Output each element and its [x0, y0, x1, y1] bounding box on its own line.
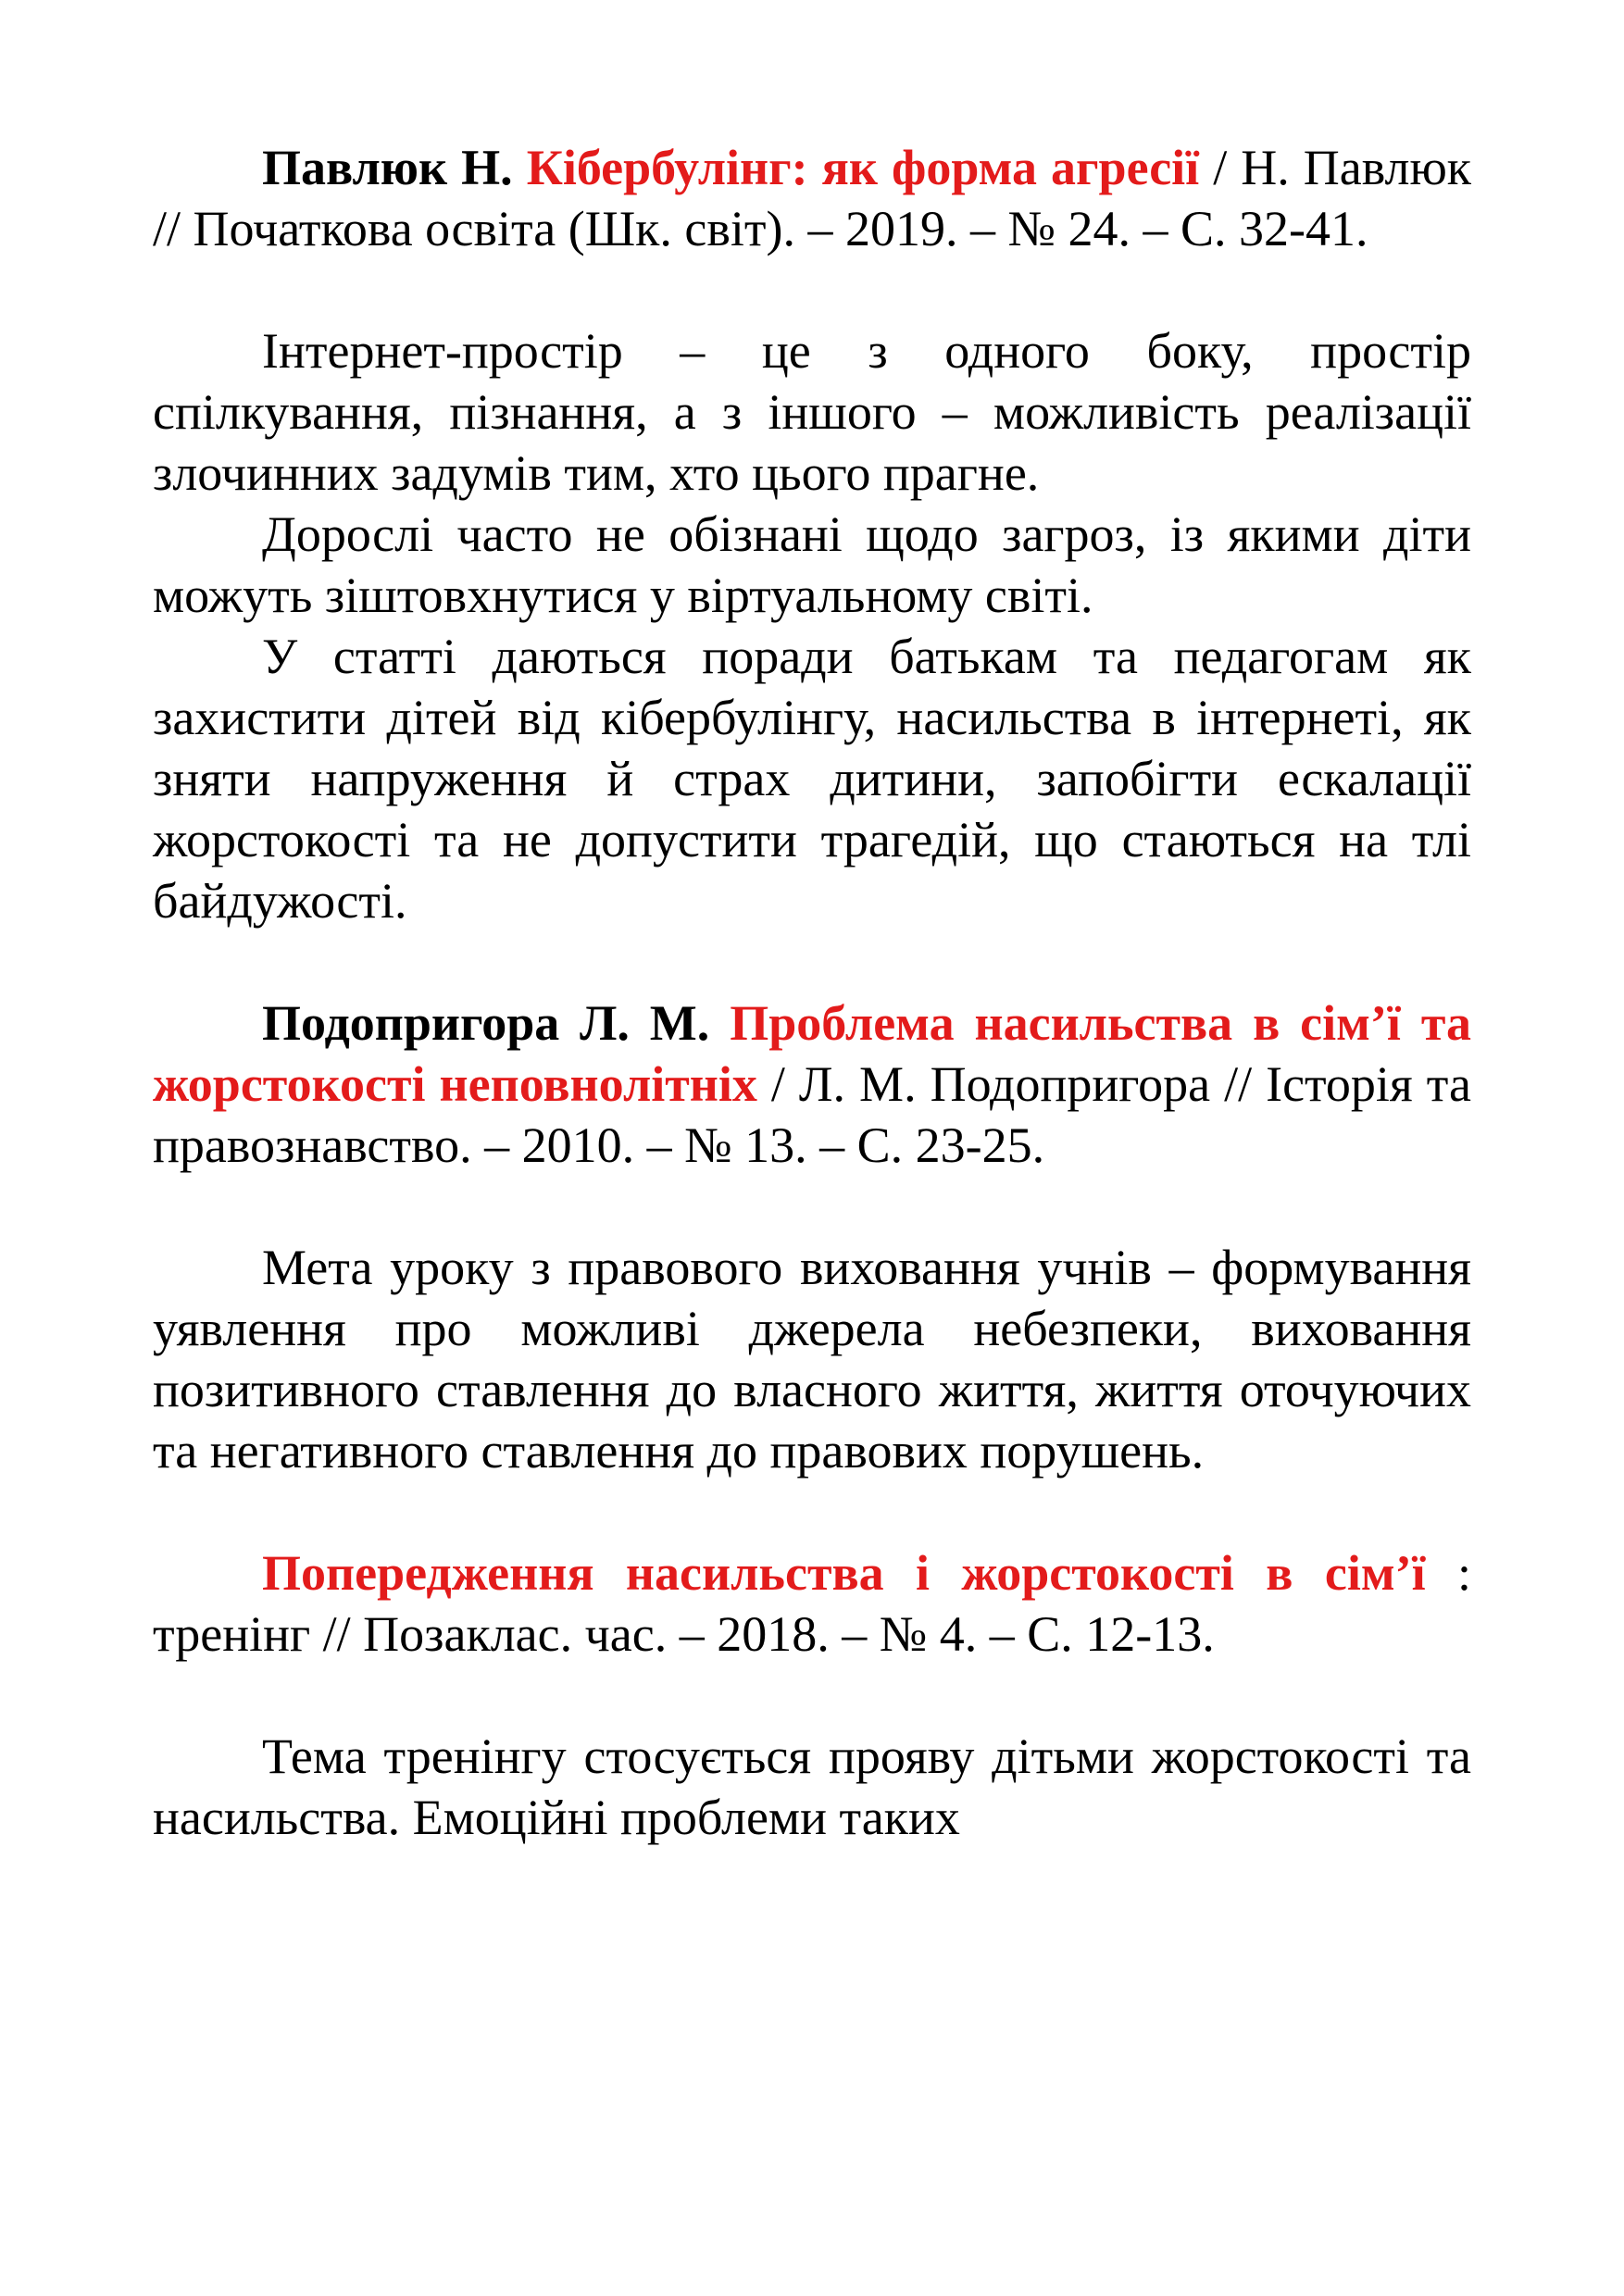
- annotation-paragraph: Тема тренінгу стосується прояву дітьми жорстокості та насильства. Емоційні проблеми таких: [153, 1728, 1471, 1845]
- annotation-paragraph: Інтернет-простір – це з одного боку, простір спілкування, пізнання, а з іншого – можливість реалізації злочинних задумів тим, хто цього прагне.: [153, 323, 1471, 501]
- entry-title: Попередження насильства і жорстокості в сім’ї: [262, 1545, 1426, 1601]
- document-page: [153, 137, 1471, 1848]
- annotation-paragraph: У статті даються поради батькам та педагогам як захистити дітей від кібербулінгу, насильства в інтернеті, як зняти напруження й страх дитини, запобігти ескалації жорстокості та не допустити трагедій, що стаються на тлі байдужості.: [153, 629, 1471, 929]
- bibliographic-entry: [153, 1542, 1471, 1665]
- bibliographic-entry: [153, 992, 1471, 1176]
- entry-citation: : тренінг // Позаклас. час. – 2018. – № 4. – С. 12-13.: [153, 1545, 1472, 1662]
- entry-author: Подопригора Л. М.: [262, 995, 710, 1051]
- annotation-paragraph: Дорослі часто не обізнані щодо загроз, із якими діти можуть зіштовхнутися у віртуальному світі.: [153, 506, 1471, 623]
- entry-title: Проблема насильства в сім’ї та жорстокості неповнолітніх: [153, 995, 1472, 1112]
- annotation-paragraph: Мета уроку з правового виховання учнів – формування уявлення про можливі джерела небезпеки, виховання позитивного ставлення до власного життя, життя оточуючих та негативного ставлення до правових порушень.: [153, 1240, 1471, 1479]
- entry-citation: / Н. Павлюк // Початкова освіта (Шк. світ). – 2019. – № 24. – С. 32-41.: [153, 140, 1472, 256]
- entry-title: Кібербулінг: як форма агресії: [526, 140, 1200, 195]
- entry-author: Павлюк Н.: [262, 140, 513, 195]
- entry-citation: / Л. М. Подопригора // Історія та правознавство. – 2010. – № 13. – С. 23-25.: [153, 1056, 1471, 1173]
- bibliographic-entry: [153, 137, 1471, 259]
